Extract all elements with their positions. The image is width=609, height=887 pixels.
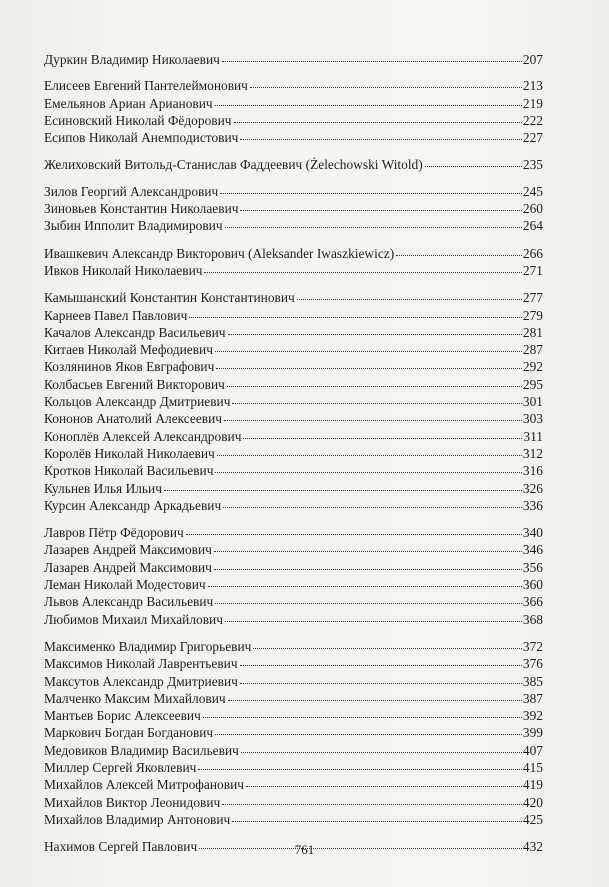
entry-name: Есиновский Николай Фёдорович [44,112,232,128]
toc-entry [44,445,543,462]
entry-name: Козлянинов Яков Евграфович [44,359,215,375]
toc-entry [44,707,543,724]
dot-leader [217,455,522,456]
dot-leader [224,420,522,421]
toc-entry [44,742,543,759]
entry-name: Кульнев Илья Ильич [44,480,162,496]
entry-name: Качалов Александр Васильевич [44,324,226,340]
dot-leader [222,804,522,805]
entry-name: Елисеев Евгений Пантелеймонович [44,78,248,94]
entry-page-number: 303 [522,411,543,427]
entry-page-number: 264 [522,218,543,234]
toc-entry [44,200,543,217]
entry-page-number: 207 [522,52,543,67]
entry-name: Миллер Сергей Яковлевич [44,759,197,775]
entry-name: Коноплёв Алексей Александрович [44,428,242,444]
dot-leader [232,403,521,404]
toc-group [44,77,543,146]
toc-entry [44,724,543,741]
entry-name: Любимов Михаил Михайлович [44,611,223,627]
entry-name: Желиховский Витольд-Станислав Фаддеевич (Żelechowski Witold) [44,157,423,173]
dot-leader [222,61,522,62]
dot-leader [216,368,522,369]
dot-leader [203,717,522,718]
entry-name: Зилов Георгий Александрович [44,183,219,199]
entry-name: Ивков Николай Николаевич [44,262,203,278]
dot-leader [215,734,522,735]
entry-page-number: 277 [522,290,543,306]
toc-entry [44,129,543,146]
toc-entry [44,95,543,112]
page-number: 761 [294,842,315,857]
dot-leader [232,821,522,822]
entry-page-number: 372 [522,638,543,654]
toc-entry [44,611,543,628]
entry-page-number: 213 [522,78,543,94]
toc-entry [44,576,543,593]
dot-leader [228,700,522,701]
dot-leader [186,534,522,535]
entry-name: Нахимов Сергей Павлович [44,839,198,855]
entry-page-number: 326 [522,480,543,496]
toc-entry [44,307,543,324]
entry-page-number: 387 [522,690,543,706]
toc-entry [44,559,543,576]
entry-name: Леман Николай Модестович [44,577,206,593]
entry-name: Маркович Богдан Богданович [44,725,214,741]
dot-leader [396,255,522,256]
entry-page-number: 425 [522,811,543,827]
toc-entry [44,183,543,200]
toc-entry [44,811,543,828]
entry-page-number: 419 [522,777,543,793]
entry-name: Медовиков Владимир Васильевич [44,742,239,758]
toc-entry [44,794,543,811]
toc-entry [44,690,543,707]
toc-entry [44,593,543,610]
toc-entry [44,638,543,655]
entry-page-number: 301 [522,394,543,410]
toc-entry [44,480,543,497]
entry-page-number: 360 [522,577,543,593]
dot-leader [223,507,522,508]
toc-group [44,289,543,514]
toc-entry [44,428,543,445]
toc-entry [44,358,543,375]
dot-leader [198,769,522,770]
dot-leader [228,334,522,335]
entry-page-number: 415 [522,759,543,775]
entry-name: Михайлов Алексей Митрофанович [44,777,244,793]
dot-leader [220,193,522,194]
entry-page-number: 340 [522,525,543,541]
entry-page-number: 399 [522,725,543,741]
entry-page-number: 312 [522,445,543,461]
entry-page-number: 222 [522,112,543,128]
toc-group [44,156,543,173]
dot-leader [225,227,522,228]
dot-leader [215,351,522,352]
dot-leader [227,386,522,387]
toc-entry [44,289,543,306]
entry-name: Мантьев Борис Алексеевич [44,708,201,724]
entry-page-number: 368 [522,611,543,627]
entry-page-number: 376 [522,656,543,672]
dot-leader [240,683,522,684]
dot-leader [240,139,522,140]
dot-leader [214,551,522,552]
toc-entry [44,759,543,776]
dot-leader [214,569,522,570]
toc-group [44,524,543,628]
toc-entry [44,112,543,129]
entry-page-number: 407 [522,742,543,758]
entry-name: Львов Александр Васильевич [44,594,214,610]
entry-name: Ивашкевич Александр Викторович (Aleksander Iwaszkiewicz) [44,245,395,261]
entry-name: Лавров Пётр Фёдорович [44,525,184,541]
entry-page-number: 356 [522,559,543,575]
dot-leader [215,105,522,106]
entry-name: Максименко Владимир Григорьевич [44,638,252,654]
toc-group [44,638,543,828]
dot-leader [204,272,521,273]
toc-group [44,245,543,280]
entry-name: Емельянов Ариан Арианович [44,95,213,111]
entry-name: Лазарев Андрей Максимович [44,559,212,575]
entry-name: Дуркин Владимир Николаевич [44,52,220,67]
toc-entry [44,541,543,558]
entry-name: Есипов Николай Анемподистович [44,130,239,146]
entry-page-number: 432 [522,839,543,855]
entry-name: Колбасьев Евгений Викторович [44,376,225,392]
entry-name: Зиновьев Константин Николаевич [44,201,239,217]
dot-leader [208,586,522,587]
entry-page-number: 271 [522,262,543,278]
dot-leader [425,166,522,167]
toc-entry [44,341,543,358]
toc-entry [44,262,543,279]
dot-leader [215,472,521,473]
entry-name: Малченко Максим Михайлович [44,690,226,706]
toc-entry [44,156,543,173]
toc-entry [44,524,543,541]
entry-name: Максутов Александр Дмитриевич [44,673,238,689]
entry-page-number: 227 [522,130,543,146]
entry-name: Китаев Николай Мефодиевич [44,342,213,358]
dot-leader [246,786,522,787]
entry-name: Кононов Анатолий Алексеевич [44,411,223,427]
toc-group [44,183,543,235]
dot-leader [241,752,522,753]
toc-entry [44,51,543,68]
toc-group [44,51,543,68]
dot-leader [215,603,522,604]
entry-page-number: 295 [522,376,543,392]
entry-name: Карнеев Павел Павлович [44,307,188,323]
entry-page-number: 266 [522,245,543,261]
entry-page-number: 336 [522,497,543,513]
entry-page-number: 287 [522,342,543,358]
toc-entry [44,245,543,262]
entry-page-number: 281 [522,324,543,340]
dot-leader [297,299,522,300]
entry-page-number: 366 [522,594,543,610]
entry-name: Королёв Николай Николаевич [44,445,215,461]
toc-entry [44,77,543,94]
toc-entry [44,776,543,793]
dot-leader [250,87,522,88]
dot-leader [234,122,522,123]
entry-name: Михайлов Владимир Антонович [44,811,231,827]
entry-page-number: 219 [522,95,543,111]
toc-entry [44,497,543,514]
toc-entry [44,376,543,393]
dot-leader [189,317,522,318]
entry-page-number: 235 [522,157,543,173]
entry-page-number: 385 [522,673,543,689]
entry-page-number: 245 [522,183,543,199]
entry-name: Зыбин Ипполит Владимирович [44,218,223,234]
dot-leader [240,665,522,666]
entry-name: Камышанский Константин Константинович [44,290,295,306]
entry-page-number: 311 [523,428,543,444]
toc-entry [44,410,543,427]
toc-entry [44,393,543,410]
entry-name: Лазарев Андрей Максимович [44,542,212,558]
toc-entry [44,462,543,479]
table-of-contents [44,51,543,864]
dot-leader [243,438,522,439]
entry-page-number: 260 [522,201,543,217]
entry-name: Кольцов Александр Дмитриевич [44,394,231,410]
toc-entry [44,655,543,672]
entry-page-number: 316 [522,463,543,479]
entry-page-number: 279 [522,307,543,323]
dot-leader [164,490,522,491]
dot-leader [240,210,521,211]
dot-leader [225,621,522,622]
entry-page-number: 292 [522,359,543,375]
entry-name: Максимов Николай Лаврентьевич [44,656,238,672]
entry-page-number: 420 [522,794,543,810]
toc-entry [44,217,543,234]
entry-name: Курсин Александр Аркадьевич [44,497,222,513]
dot-leader [253,648,522,649]
toc-entry [44,324,543,341]
entry-page-number: 346 [522,542,543,558]
entry-page-number: 392 [522,708,543,724]
toc-entry [44,673,543,690]
entry-name: Кротков Николай Васильевич [44,463,214,479]
entry-name: Михайлов Виктор Леонидович [44,794,221,810]
